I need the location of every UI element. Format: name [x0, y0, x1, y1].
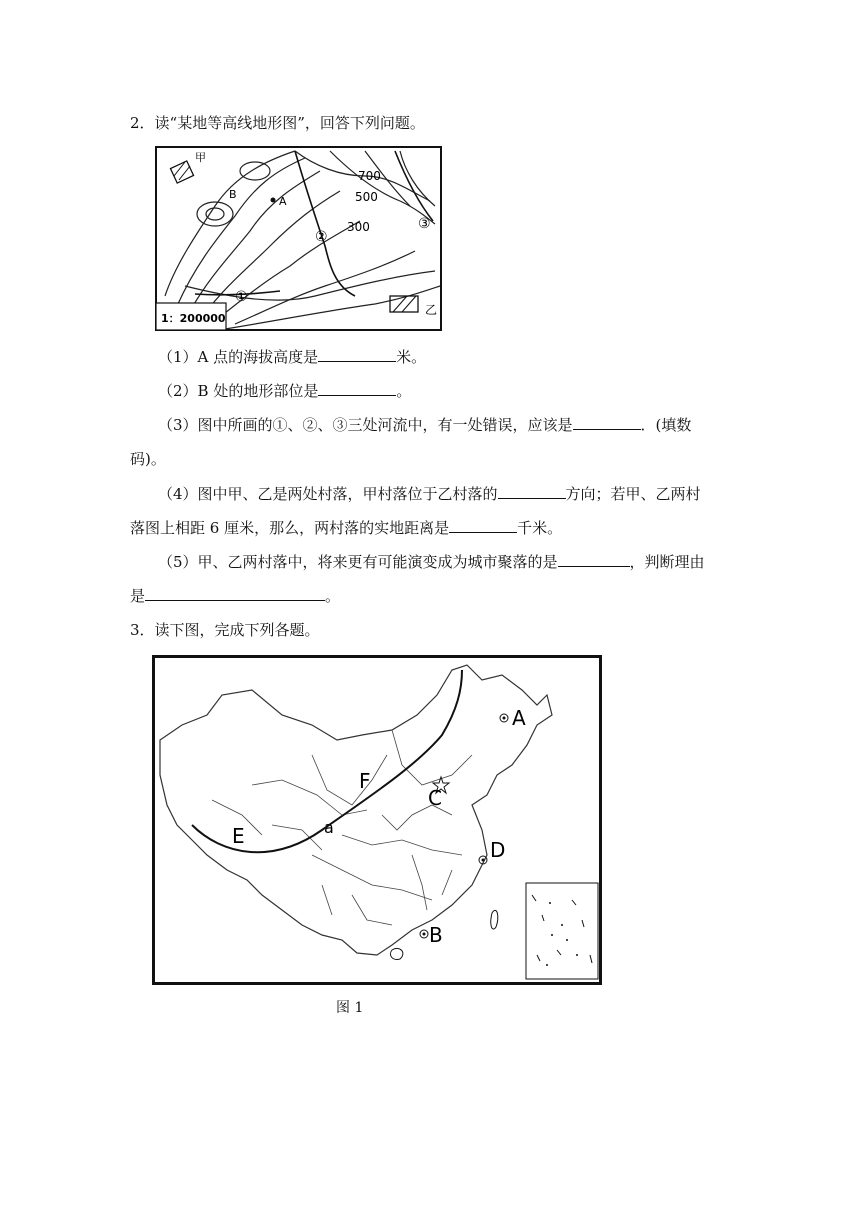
china-label-a: A	[512, 706, 526, 730]
contour-700-label: 700	[358, 169, 381, 183]
china-label-d: D	[490, 838, 506, 862]
q3-title: 3．读下图，完成下列各题。	[130, 621, 320, 639]
village-jia-label: 甲	[195, 151, 206, 164]
hainan-shape	[390, 948, 402, 959]
q2-part5-line1: （5）甲、乙两村落中，将来更有可能演变成为城市聚落的是 ，判断理由	[158, 553, 705, 571]
taiwan-shape	[491, 910, 498, 929]
q2-title: 2．读“某地等高线地形图”，回答下列问题。	[130, 114, 425, 132]
point-a-label: A	[279, 195, 287, 208]
answer-blank-4[interactable]	[498, 484, 566, 499]
china-label-e: E	[232, 824, 245, 848]
scale-label: 1：200000	[161, 312, 226, 325]
contour-300-label: 300	[347, 220, 370, 234]
answer-blank-7[interactable]	[145, 586, 325, 601]
q2-part3-line2: 码)。	[130, 450, 166, 468]
china-label-small-a: a	[324, 818, 334, 837]
answer-blank-5[interactable]	[449, 518, 517, 533]
china-map	[152, 655, 602, 985]
river-3-label: ③	[418, 216, 431, 232]
q2-part4-line2: 落图上相距 6 厘米，那么，两村落的实地距离是 千米。	[130, 519, 563, 537]
figure-caption: 图 1	[336, 1000, 364, 1016]
q2-part1: （1）A 点的海拔高度是 米。	[158, 348, 427, 366]
south-sea-inset	[526, 883, 598, 979]
village-yi-label: 乙	[425, 303, 438, 317]
point-a-dot	[271, 198, 276, 203]
q2-part4-line1: （4）图中甲、乙是两处村落，甲村落位于乙村落的 方向；若甲、乙两村	[158, 485, 701, 503]
answer-blank-2[interactable]	[318, 381, 396, 396]
contour-map	[155, 146, 443, 332]
answer-blank-3[interactable]	[573, 415, 641, 430]
river-2-label: ②	[315, 229, 328, 245]
contour-500-label: 500	[355, 190, 378, 204]
q2-part3-line1: （3）图中所画的①、②、③三处河流中，有一处错误，应该是 ．(填数	[158, 416, 692, 434]
answer-blank-1[interactable]	[318, 347, 396, 362]
river-1-label: ①	[235, 289, 248, 305]
q2-part5-line2: 是 。	[130, 587, 341, 605]
answer-blank-6[interactable]	[558, 552, 630, 567]
china-label-b: B	[429, 923, 443, 947]
point-b-label: B	[229, 188, 237, 201]
china-label-f: F	[359, 769, 371, 793]
china-label-c: C	[428, 786, 442, 810]
q2-part2: （2）B 处的地形部位是 。	[158, 382, 412, 400]
